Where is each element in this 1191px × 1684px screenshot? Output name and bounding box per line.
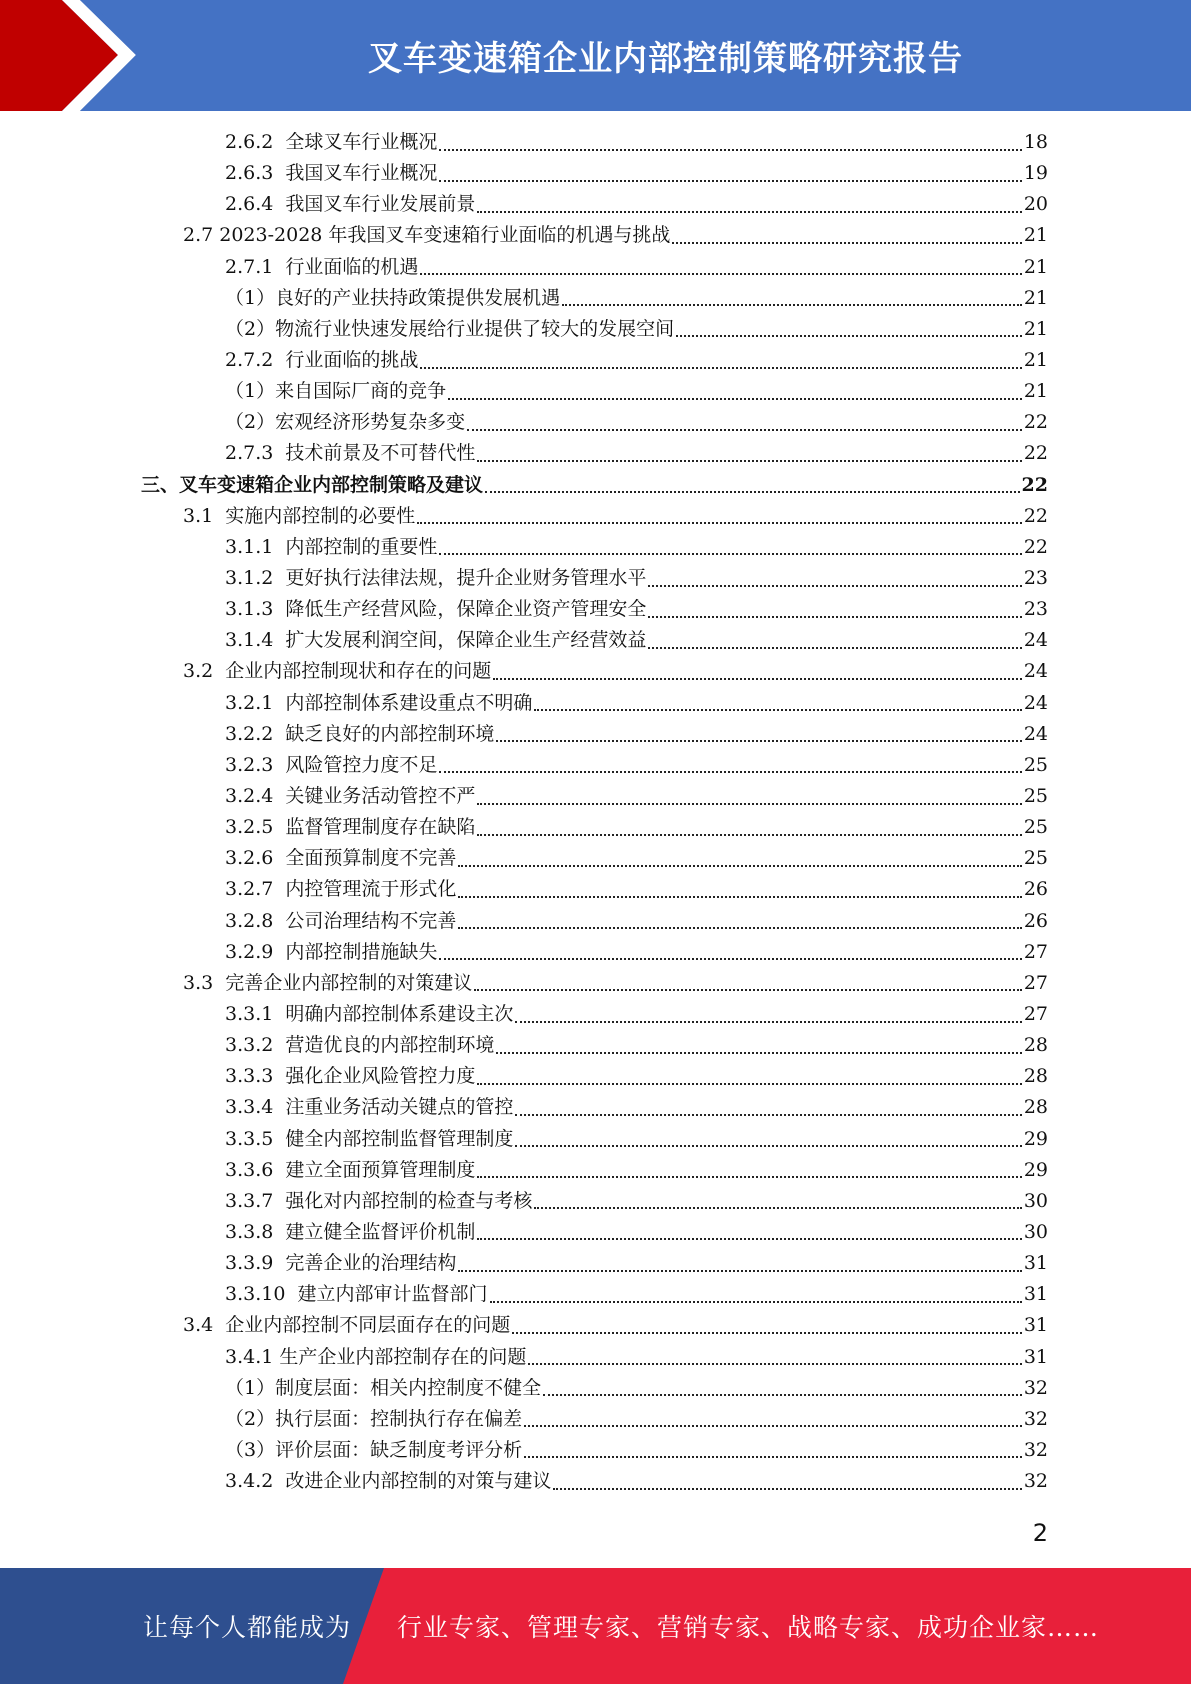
toc-entry-page: 32 — [1023, 1470, 1048, 1493]
toc-entry[interactable] — [0, 999, 1191, 1030]
toc-dot-leader — [528, 1363, 1021, 1365]
toc-dot-leader — [477, 460, 1021, 462]
toc-entry-page: 29 — [1023, 1127, 1048, 1150]
toc-entry-label: 3.4 企业内部控制不同层面存在的问题 — [183, 1314, 511, 1337]
toc-entry-label: 2.6.3 我国叉车行业概况 — [225, 162, 438, 185]
toc-entry-label: 3.2.5 监督管理制度存在缺陷 — [225, 816, 476, 839]
toc-entry-page: 21 — [1023, 317, 1048, 340]
toc-entry[interactable] — [0, 189, 1191, 220]
toc-entry-page: 23 — [1023, 598, 1048, 621]
toc-entry-page: 32 — [1023, 1407, 1048, 1430]
toc-dot-leader — [477, 1176, 1021, 1178]
toc-entry[interactable] — [0, 1155, 1191, 1186]
toc-entry[interactable] — [0, 1466, 1191, 1497]
toc-entry[interactable] — [0, 376, 1191, 407]
toc-entry-page: 21 — [1023, 286, 1048, 309]
toc-entry-label: 3.2.8 公司治理结构不完善 — [225, 909, 457, 932]
toc-entry[interactable] — [0, 1373, 1191, 1404]
toc-dot-leader — [477, 211, 1021, 213]
toc-dot-leader — [524, 1456, 1022, 1458]
toc-entry-page: 25 — [1023, 816, 1048, 839]
toc-entry-page: 21 — [1023, 380, 1048, 403]
toc-entry[interactable] — [0, 1248, 1191, 1279]
toc-entry-page: 20 — [1023, 193, 1048, 216]
toc-dot-leader — [458, 865, 1021, 867]
toc-entry-label: 3.2 企业内部控制现状和存在的问题 — [183, 660, 492, 683]
toc-entry[interactable] — [0, 345, 1191, 376]
toc-entry[interactable] — [0, 1310, 1191, 1341]
toc-entry-page: 21 — [1023, 349, 1048, 372]
toc-entry[interactable] — [0, 656, 1191, 687]
toc-entry-label: （1）良好的产业扶持政策提供发展机遇 — [225, 286, 561, 309]
toc-dot-leader — [515, 1145, 1021, 1147]
toc-entry[interactable] — [0, 127, 1191, 158]
toc-entry-page: 25 — [1023, 753, 1048, 776]
toc-entry[interactable] — [0, 220, 1191, 251]
toc-entry-label: 3.3.1 明确内部控制体系建设主次 — [225, 1003, 514, 1025]
toc-dot-leader — [420, 367, 1021, 369]
toc-entry-label: 3.3.4 注重业务活动关键点的管控 — [225, 1096, 514, 1119]
toc-entry-page: 21 — [1023, 224, 1048, 247]
toc-dot-leader — [439, 771, 1021, 773]
toc-entry[interactable] — [0, 968, 1191, 999]
toc-entry-label: 3.4.1 生产企业内部控制存在的问题 — [225, 1345, 527, 1368]
toc-dot-leader — [672, 242, 1021, 244]
footer-tagline: 行业专家、管理专家、营销专家、战略专家、成功企业家…… — [397, 1613, 1100, 1642]
toc-entry-label: 3.3.7 强化对内部控制的检查与考核 — [225, 1189, 533, 1212]
toc-entry[interactable] — [0, 719, 1191, 750]
toc-entry-page: 29 — [1023, 1158, 1048, 1181]
toc-entry[interactable] — [0, 1061, 1191, 1092]
toc-entry[interactable] — [0, 812, 1191, 843]
footer-slogan: 让每个人都能成为 — [143, 1613, 352, 1642]
toc-entry[interactable] — [0, 594, 1191, 625]
toc-entry-label: 2.6.4 我国叉车行业发展前景 — [225, 193, 476, 216]
toc-entry[interactable] — [0, 1435, 1191, 1466]
toc-entry-page: 31 — [1023, 1252, 1048, 1275]
toc-dot-leader — [496, 740, 1021, 742]
toc-entry-page: 28 — [1023, 1096, 1048, 1119]
toc-dot-leader — [515, 1021, 1021, 1023]
toc-dot-leader — [439, 553, 1021, 555]
toc-entry-page: 31 — [1023, 1283, 1048, 1306]
toc-entry-label: 3.1.2 更好执行法律法规，提升企业财务管理水平 — [225, 567, 647, 590]
toc-dot-leader — [496, 1052, 1021, 1054]
toc-entry[interactable] — [0, 937, 1191, 968]
toc-dot-leader — [474, 989, 1022, 991]
toc-entry-label: 3.2.7 内控管理流于形式化 — [225, 878, 457, 901]
toc-entry-label: 2.7.2 行业面临的挑战 — [225, 349, 419, 372]
toc-entry-label: （2）宏观经济形势复杂多变 — [225, 411, 466, 434]
toc-entry-page: 22 — [1023, 504, 1048, 527]
page-number: 2 — [1032, 1519, 1048, 1547]
toc-entry[interactable] — [0, 314, 1191, 345]
toc-entry[interactable] — [0, 874, 1191, 905]
toc-entry-page: 25 — [1023, 785, 1048, 808]
toc-dot-leader — [648, 616, 1021, 618]
toc-entry-label: 3.2.3 风险管控力度不足 — [225, 753, 438, 776]
toc-entry[interactable] — [0, 532, 1191, 563]
toc-entry-page: 24 — [1023, 722, 1048, 745]
toc-entry-label: 2.7 2023-2028 年我国叉车变速箱行业面临的机遇与挑战 — [183, 224, 671, 247]
toc-entry-label: 3.3 完善企业内部控制的对策建议 — [183, 971, 473, 994]
toc-entry-label: 3.2.6 全面预算制度不完善 — [225, 847, 457, 870]
toc-entry-page: 19 — [1023, 162, 1048, 185]
toc-entry[interactable] — [0, 407, 1191, 438]
toc-entry-label: 3.1 实施内部控制的必要性 — [183, 504, 416, 527]
toc-entry[interactable] — [0, 625, 1191, 656]
toc-dot-leader — [648, 585, 1021, 587]
toc-entry-label: （1）制度层面：相关内控制度不健全 — [225, 1376, 542, 1399]
toc-dot-leader — [448, 398, 1022, 400]
toc-entry-page: 30 — [1023, 1220, 1048, 1243]
toc-entry-label: （2）物流行业快速发展给行业提供了较大的发展空间 — [225, 317, 675, 340]
toc-entry-label: 3.3.5 健全内部控制监督管理制度 — [225, 1127, 514, 1150]
toc-entry-page: 27 — [1023, 971, 1048, 994]
toc-dot-leader — [493, 678, 1022, 680]
toc-entry[interactable] — [0, 1217, 1191, 1248]
toc-entry-page: 18 — [1023, 131, 1048, 154]
toc-entry[interactable] — [0, 1341, 1191, 1372]
toc-dot-leader — [458, 896, 1021, 898]
toc-entry-page: 24 — [1023, 660, 1048, 683]
toc-entry-label: 3.2.4 关键业务活动管控不严 — [225, 785, 476, 808]
toc-entry[interactable] — [0, 750, 1191, 781]
toc-entry-page: 27 — [1023, 940, 1048, 963]
toc-dot-leader — [485, 491, 1020, 493]
report-header — [0, 0, 1191, 111]
toc-entry-page: 24 — [1023, 629, 1048, 652]
report-title: 叉车变速箱企业内部控制策略研究报告 — [368, 39, 963, 79]
toc-dot-leader — [477, 803, 1021, 805]
toc-dot-leader — [524, 1425, 1022, 1427]
toc-entry-page: 22 — [1021, 473, 1048, 496]
toc-dot-leader — [477, 1083, 1021, 1085]
toc-entry[interactable] — [0, 688, 1191, 719]
toc-dot-leader — [534, 1207, 1021, 1209]
toc-entry-label: （3）评价层面：缺乏制度考评分析 — [225, 1438, 523, 1461]
footer-banner — [0, 1568, 1191, 1684]
toc-entry[interactable] — [0, 1030, 1191, 1061]
toc-dot-leader — [439, 958, 1021, 960]
toc-dot-leader — [417, 522, 1022, 524]
toc-entry-page: 22 — [1023, 442, 1048, 465]
toc-entry[interactable] — [0, 252, 1191, 283]
toc-entry[interactable] — [0, 781, 1191, 812]
toc-entry[interactable] — [0, 1124, 1191, 1155]
toc-dot-leader — [562, 304, 1022, 306]
toc-entry-page: 31 — [1023, 1314, 1048, 1337]
toc-entry[interactable] — [0, 501, 1191, 532]
toc-entry-page: 25 — [1023, 847, 1048, 870]
toc-dot-leader — [439, 149, 1021, 151]
toc-entry-label: 3.1.3 降低生产经营风险，保障企业资产管理安全 — [225, 598, 647, 621]
toc-entry-label: 3.3.8 建立健全监督评价机制 — [225, 1220, 476, 1243]
toc-entry[interactable] — [0, 843, 1191, 874]
toc-entry[interactable] — [0, 283, 1191, 314]
toc-entry[interactable] — [0, 1404, 1191, 1435]
toc-dot-leader — [534, 709, 1021, 711]
toc-entry-page: 32 — [1023, 1438, 1048, 1461]
toc-entry[interactable] — [0, 470, 1191, 501]
toc-entry-label: 3.2.1 内部控制体系建设重点不明确 — [225, 691, 533, 714]
toc-entry-label: 3.3.2 营造优良的内部控制环境 — [225, 1034, 495, 1057]
table-of-contents — [0, 127, 1191, 1497]
toc-entry-label: 3.2.2 缺乏良好的内部控制环境 — [225, 722, 495, 745]
toc-entry[interactable] — [0, 438, 1191, 469]
toc-entry-label: （1）来自国际厂商的竞争 — [225, 380, 447, 403]
toc-entry-label: 3.3.9 完善企业的治理结构 — [225, 1252, 457, 1275]
toc-entry-page: 28 — [1023, 1065, 1048, 1088]
toc-entry-label: 2.7.3 技术前景及不可替代性 — [225, 442, 476, 465]
header-chevron-icon — [0, 0, 160, 111]
toc-entry-label: 3.3.10 建立内部审计监督部门 — [225, 1283, 488, 1306]
toc-entry-page: 28 — [1023, 1034, 1048, 1057]
toc-entry[interactable] — [0, 1186, 1191, 1217]
toc-entry[interactable] — [0, 1092, 1191, 1123]
toc-dot-leader — [477, 834, 1021, 836]
toc-entry-label: 2.6.2 全球叉车行业概况 — [225, 131, 438, 154]
toc-dot-leader — [515, 1114, 1021, 1116]
toc-entry-page: 26 — [1023, 909, 1048, 932]
toc-entry-page: 26 — [1023, 878, 1048, 901]
toc-dot-leader — [458, 927, 1021, 929]
toc-entry-label: 3.3.6 建立全面预算管理制度 — [225, 1158, 476, 1181]
toc-entry-label: 2.7.1 行业面临的机遇 — [225, 255, 419, 278]
toc-entry-page: 21 — [1023, 255, 1048, 278]
toc-entry-label: （2）执行层面：控制执行存在偏差 — [225, 1407, 523, 1430]
toc-dot-leader — [458, 1270, 1021, 1272]
toc-entry-label: 三、叉车变速箱企业内部控制策略及建议 — [141, 473, 484, 496]
toc-entry-page: 30 — [1023, 1189, 1048, 1212]
toc-entry-label: 3.2.9 内部控制措施缺失 — [225, 940, 438, 963]
toc-dot-leader — [553, 1488, 1021, 1490]
toc-entry-label: 3.4.2 改进企业内部控制的对策与建议 — [225, 1470, 552, 1493]
toc-dot-leader — [648, 647, 1021, 649]
toc-dot-leader — [420, 273, 1021, 275]
toc-entry-page: 32 — [1023, 1376, 1048, 1399]
toc-entry[interactable] — [0, 563, 1191, 594]
toc-dot-leader — [467, 429, 1022, 431]
toc-entry-page: 27 — [1023, 1003, 1048, 1025]
toc-dot-leader — [676, 335, 1022, 337]
toc-dot-leader — [490, 1301, 1022, 1303]
toc-dot-leader — [439, 180, 1021, 182]
toc-dot-leader — [477, 1238, 1021, 1240]
toc-entry-page: 22 — [1023, 411, 1048, 434]
toc-entry-page: 22 — [1023, 535, 1048, 558]
toc-entry-label: 3.3.3 强化企业风险管控力度 — [225, 1065, 476, 1088]
toc-entry-page: 31 — [1023, 1345, 1048, 1368]
toc-entry[interactable] — [0, 158, 1191, 189]
toc-entry[interactable] — [0, 1279, 1191, 1310]
toc-entry[interactable] — [0, 906, 1191, 937]
toc-dot-leader — [512, 1332, 1022, 1334]
toc-entry-label: 3.1.4 扩大发展利润空间，保障企业生产经营效益 — [225, 629, 647, 652]
toc-dot-leader — [543, 1394, 1022, 1396]
toc-entry-label: 3.1.1 内部控制的重要性 — [225, 535, 438, 558]
toc-entry-page: 24 — [1023, 691, 1048, 714]
toc-entry-page: 23 — [1023, 567, 1048, 590]
